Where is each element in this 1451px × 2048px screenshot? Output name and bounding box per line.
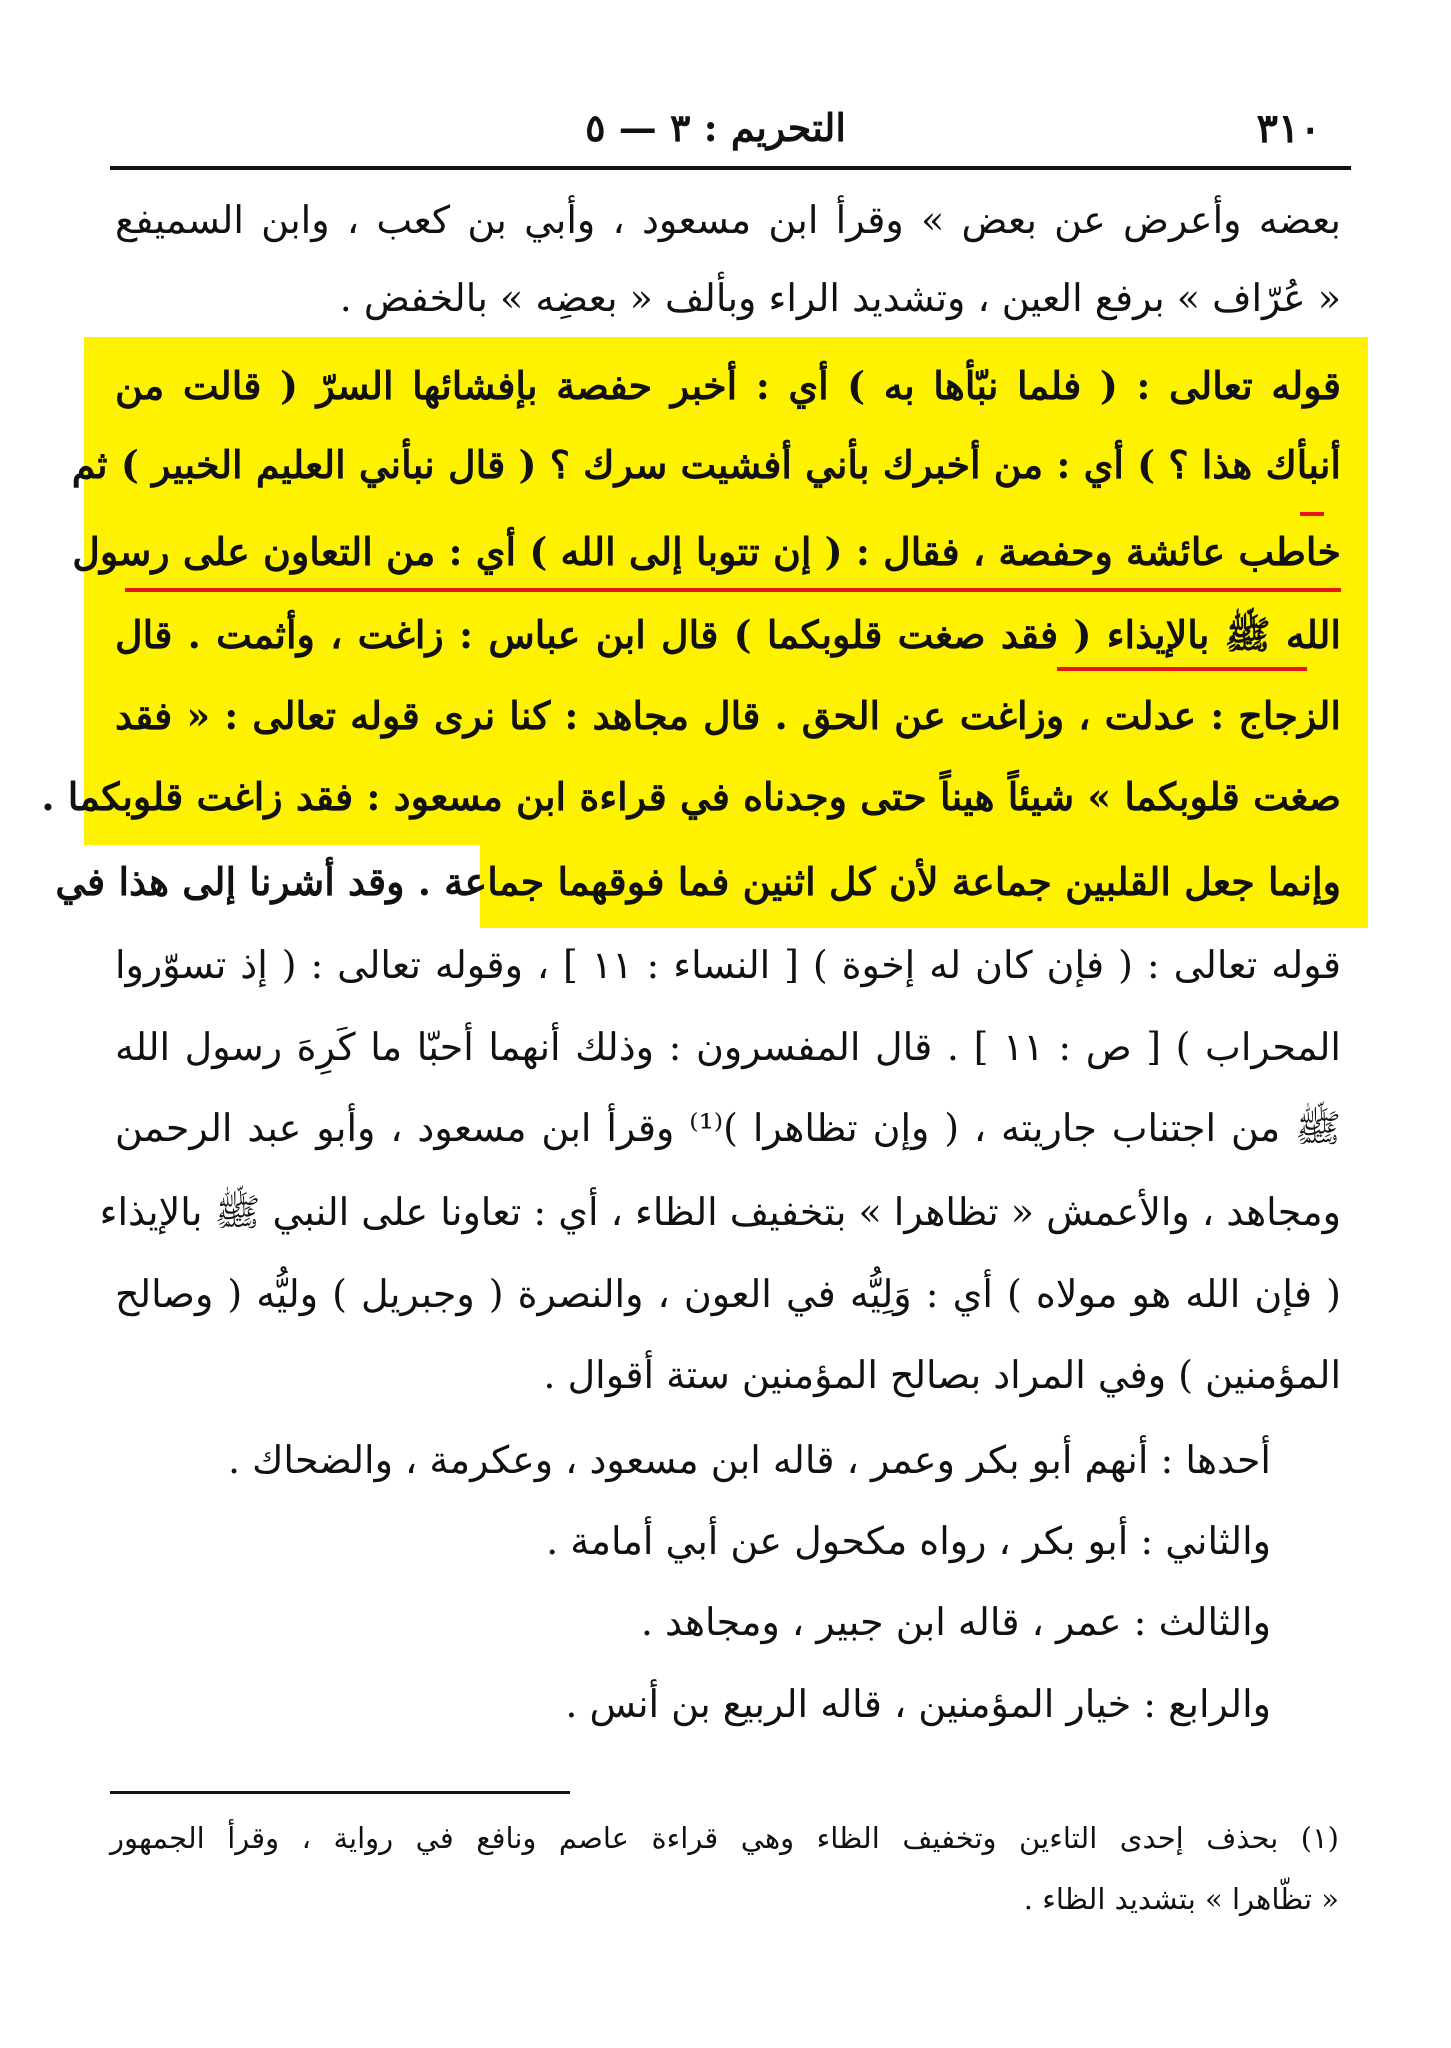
body-line: الزجاج : عدلت ، وزاغت عن الحق . قال مجاهد : كنا نرى قوله تعالى : « فقد [115,693,1341,738]
body-line: وإنما جعل القلبين جماعة لأن كل اثنين فما فوقهما جماعة . وقد أشرنا إلى هذا في [55,859,1341,904]
list-item: والثالث : عمر ، قاله ابن جبير ، ومجاهد . [640,1600,1271,1644]
red-annotation-mark [1300,512,1324,516]
body-line: ( فإن الله هو مولاه ) أي : وَلِيُّه في العون ، والنصرة ( وجبريل ) وليُّه ( وصالح [115,1272,1341,1316]
body-line: المحراب ) [ ص : ١١ ] . قال المفسرون : وذلك أنهما أحبّا ما كَرِهَ رسول الله [115,1025,1341,1069]
page-header [110,105,1321,165]
running-title: التحريم : ٣ — ٥ [585,105,846,150]
body-line: أنبأك هذا ؟ ) أي : من أخبرك بأني أفشيت سرك ؟ ( قال نبأني العليم الخبير ) ثم [71,442,1341,487]
footnote-rule [110,1791,570,1794]
body-line: صغت قلوبكما » شيئاً هيناً حتى وجدناه في قراءة ابن مسعود : فقد زاغت قلوبكما . [41,774,1341,819]
body-line: ومجاهد ، والأعمش « تظاهرا » بتخفيف الظاء ، أي : تعاونا على النبي ﷺ بالإيذاء [99,1190,1341,1234]
header-rule [110,166,1351,170]
red-underline [1057,667,1307,671]
body-line: قوله تعالى : ( فلما نبّأها به ) أي : أخبر حفصة بإفشائها السرّ ( قالت من [115,363,1341,408]
body-line: خاطب عائشة وحفصة ، فقال : ( إن تتوبا إلى الله ) أي : من التعاون على رسول [72,529,1341,574]
body-line: قوله تعالى : ( فإن كان له إخوة ) [ النساء : ١١ ] ، وقوله تعالى : ( إذ تسوّروا [115,943,1341,987]
list-item: والرابع : خيار المؤمنين ، قاله الربيع بن أنس . [565,1682,1271,1726]
list-item: والثاني : أبو بكر ، رواه مكحول عن أبي أمامة . [546,1519,1271,1563]
footnote-line: (١) بحذف إحدى التاءين وتخفيف الظاء وهي قراءة عاصم ونافع في رواية ، وقرأ الجمهور [110,1821,1339,1855]
body-line: الله ﷺ بالإيذاء ( فقد صغت قلوبكما ) قال ابن عباس : زاغت ، وأثمت . قال [115,612,1341,657]
body-line: ﷺ من اجتناب جاريته ، ( وإن تظاهرا )⁽¹⁾ وقرأ ابن مسعود ، وأبو عبد الرحمن [115,1106,1341,1150]
body-line: « عُرّاف » برفع العين ، وتشديد الراء وبألف « بعضِه » بالخفض . [339,276,1341,320]
footnote-line: « تظّاهرا » بتشديد الظاء . [1023,1882,1339,1916]
red-underline [125,588,1341,592]
list-item: أحدها : أنهم أبو بكر وعمر ، قاله ابن مسعود ، وعكرمة ، والضحاك . [227,1438,1271,1482]
body-line: المؤمنين ) وفي المراد بصالح المؤمنين ستة أقوال . [543,1353,1341,1397]
body-line: بعضه وأعرض عن بعض » وقرأ ابن مسعود ، وأبي بن كعب ، وابن السميفع [115,198,1341,242]
page-number: ٣١٠ [1256,105,1321,152]
